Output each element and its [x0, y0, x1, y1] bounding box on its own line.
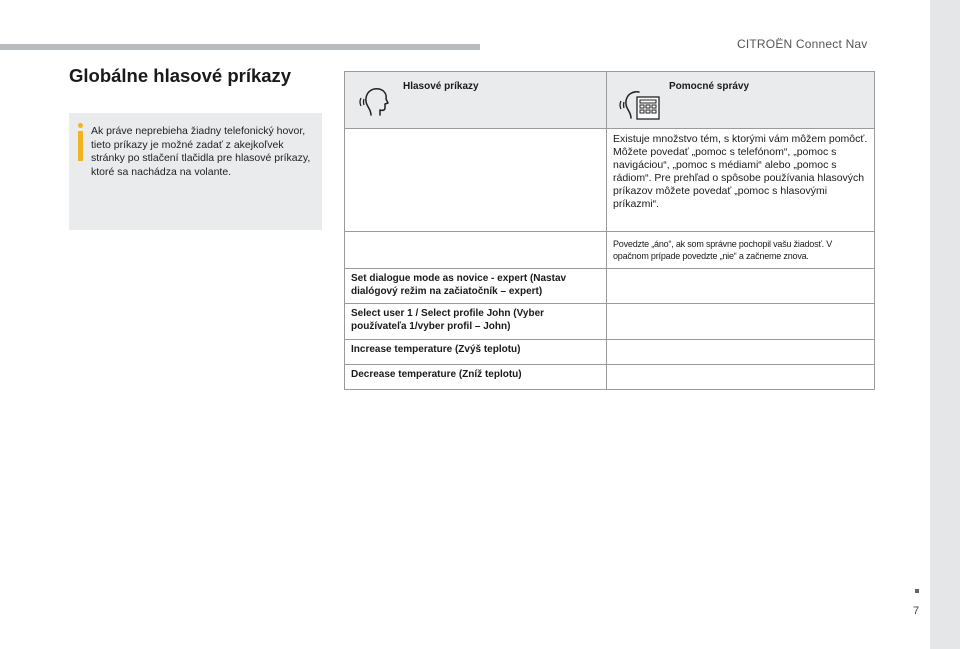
- header-label-help: Pomocné správy: [669, 81, 750, 92]
- help-cell: [607, 304, 875, 340]
- voice-commands-table: [344, 71, 875, 390]
- table-row: [345, 129, 875, 232]
- command-cell: Select user 1 / Select profile John (Vyber používateľa 1/vyber profil – John): [345, 304, 607, 340]
- voice-help-icon: [615, 82, 661, 120]
- page-number: 7: [913, 605, 920, 617]
- table-row: [345, 304, 875, 340]
- command-cell: Set dialogue mode as novice - expert (Nastav dialógový režim na začiatočník – expert): [345, 269, 607, 304]
- help-cell: Existuje množstvo tém, s ktorými vám môžem pomôcť. Môžete povedať „pomoc s telefónom“, „pomoc s navigáciou“, „pomoc s médiami“ alebo „pomoc s rádiom“. Pre prehľad o spôsobe používania hlasových príkazov môžete povedať „pomoc s hlasovými príkazmi“.: [607, 129, 875, 232]
- command-cell: [345, 232, 607, 269]
- info-text: Ak práve neprebieha žiadny telefonický hovor, tieto príkazy je možné zadať z akejkoľvek stránky po stlačení tlačidla pre hlasové príkazy, ktoré sa nachádza na volante.: [91, 125, 311, 178]
- table-row: [345, 365, 875, 390]
- table-header-row: [345, 72, 875, 129]
- help-cell: [607, 340, 875, 365]
- command-cell: Increase temperature (Zvýš teplotu): [345, 340, 607, 365]
- header-brand: CITROËN Connect Nav: [737, 37, 868, 51]
- info-icon: [77, 123, 84, 163]
- table-row: [345, 269, 875, 304]
- header-cell-help: [607, 72, 875, 129]
- page-marker: [915, 589, 919, 593]
- table-row: [345, 340, 875, 365]
- speaking-head-icon: [359, 84, 393, 118]
- page-title: Globálne hlasové príkazy: [69, 65, 292, 86]
- help-cell: [607, 269, 875, 304]
- header-label-commands: Hlasové príkazy: [403, 81, 479, 92]
- command-cell: Decrease temperature (Zníž teplotu): [345, 365, 607, 390]
- header-rule: [0, 44, 480, 50]
- table-row: [345, 232, 875, 269]
- page-edge-band: [930, 0, 960, 649]
- info-box: [69, 113, 322, 230]
- help-cell: Povedzte „áno“, ak som správne pochopil vašu žiadosť. V opačnom prípade povedzte „nie“ a začneme znova.: [607, 232, 875, 269]
- help-cell: [607, 365, 875, 390]
- command-cell: [345, 129, 607, 232]
- header-cell-commands: [345, 72, 607, 129]
